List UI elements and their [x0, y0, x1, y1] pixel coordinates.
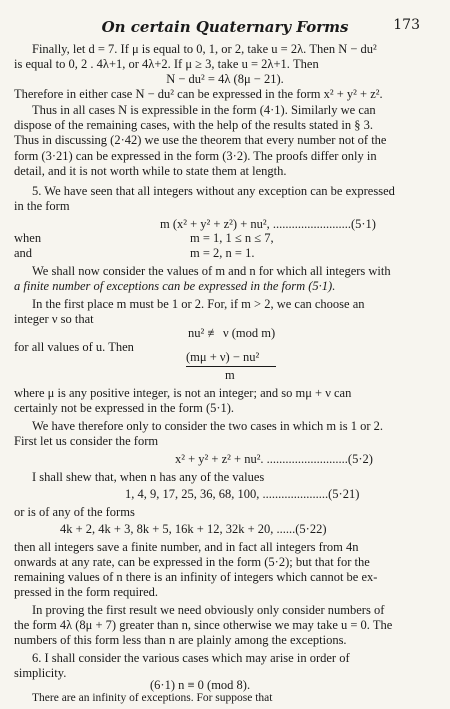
text-line: for all values of u. Then	[14, 340, 134, 354]
text-line: detail, and it is not worth while to state them at length.	[14, 164, 287, 178]
equation-5-1: m (x² + y² + z²) + nu², .........................(5·1)	[160, 217, 376, 231]
text-label: and	[14, 246, 33, 260]
equation-5-22: 4k + 2, 4k + 3, 8k + 5, 16k + 12, 32k + 20, ......(5·22)	[60, 522, 327, 536]
text-line: a finite number of exceptions can be expressed in the form (5·1).	[14, 279, 336, 293]
text-line: Thus in all cases N is expressible in the form (4·1). Similarly we can	[32, 103, 376, 117]
text-line: We shall now consider the values of m and n for which all integers with	[32, 264, 391, 278]
equation: m = 1, 1 ≤ n ≤ 7,	[190, 231, 274, 245]
equation: nu² ≢ ν (mod m)	[188, 326, 276, 340]
text-line: onwards at any rate, can be expressed in the form (5·2); but that for the	[14, 555, 370, 569]
text-line: certainly not be expressed in the form (5·1).	[14, 401, 235, 415]
fraction-numerator: (mμ + ν) − nu²	[186, 350, 260, 364]
text-line: is equal to 0, 2 . 4λ+1, or 4λ+2. If μ ≥ 3, take u = 2λ+1. Then	[14, 57, 319, 71]
equation-5-21: 1, 4, 9, 17, 25, 36, 68, 100, .....................(5·21)	[125, 487, 360, 501]
text-line: or is of any of the forms	[14, 505, 135, 519]
fraction-bar	[186, 366, 276, 367]
text-line: Thus in discussing (2·42) we use the theorem that every number not of the	[14, 133, 387, 147]
text-line: remaining values of n there is an infinity of integers which cannot be ex-	[14, 570, 378, 584]
text-line: in the form	[14, 199, 70, 213]
equation: m = 2, n = 1.	[190, 246, 255, 260]
text-line: then all integers save a finite number, and in fact all integers from 4n	[14, 540, 359, 554]
text-line: form (3·21) can be expressed in the form (3·2). The proofs differ only in	[14, 149, 377, 163]
fraction-denominator: m	[225, 368, 235, 382]
text-line: There are an infinity of exceptions. For suppose that	[32, 692, 273, 704]
text-line: the form 4λ (8μ + 7) greater than n, since otherwise we may take u = 0. The	[14, 618, 393, 632]
equation: N − du² = 4λ (8μ − 21).	[166, 72, 284, 86]
text-line: Therefore in either case N − du² can be expressed in the form x² + y² + z².	[14, 87, 383, 101]
page-number: 173	[393, 17, 420, 33]
text-line: In the first place m must be 1 or 2. For, if m > 2, we can choose an	[32, 297, 365, 311]
section-heading-6: 6. I shall consider the various cases which may arise in order of	[32, 651, 350, 665]
text-line: We have therefore only to consider the two cases in which m is 1 or 2.	[32, 419, 383, 433]
text-line: dispose of the remaining cases, with the help of the results stated in § 3.	[14, 118, 373, 132]
section-heading-5: 5. We have seen that all integers without any exception can be expressed	[32, 184, 395, 198]
text-line: simplicity.	[14, 666, 67, 680]
text-label: when	[14, 231, 42, 245]
text-line: Finally, let d = 7. If μ is equal to 0, 1, or 2, take u = 2λ. Then N − du²	[32, 42, 377, 56]
text-line: integer ν so that	[14, 312, 94, 326]
text-line: First let us consider the form	[14, 434, 159, 448]
case-6-1: (6·1) n ≡ 0 (mod 8).	[150, 678, 251, 692]
text-line: In proving the first result we need obviously only consider numbers of	[32, 603, 385, 617]
text-line: I shall shew that, when n has any of the values	[32, 470, 265, 484]
text-line: pressed in the form required.	[14, 585, 159, 599]
equation-5-2: x² + y² + z² + nu². ..........................(5·2)	[175, 452, 373, 466]
text-line: numbers of this form less than n are plainly among the exceptions.	[14, 633, 347, 647]
running-head: On certain Quaternary Forms	[101, 18, 349, 36]
text-line: where μ is any positive integer, is not an integer; and so mμ + ν can	[14, 386, 352, 400]
